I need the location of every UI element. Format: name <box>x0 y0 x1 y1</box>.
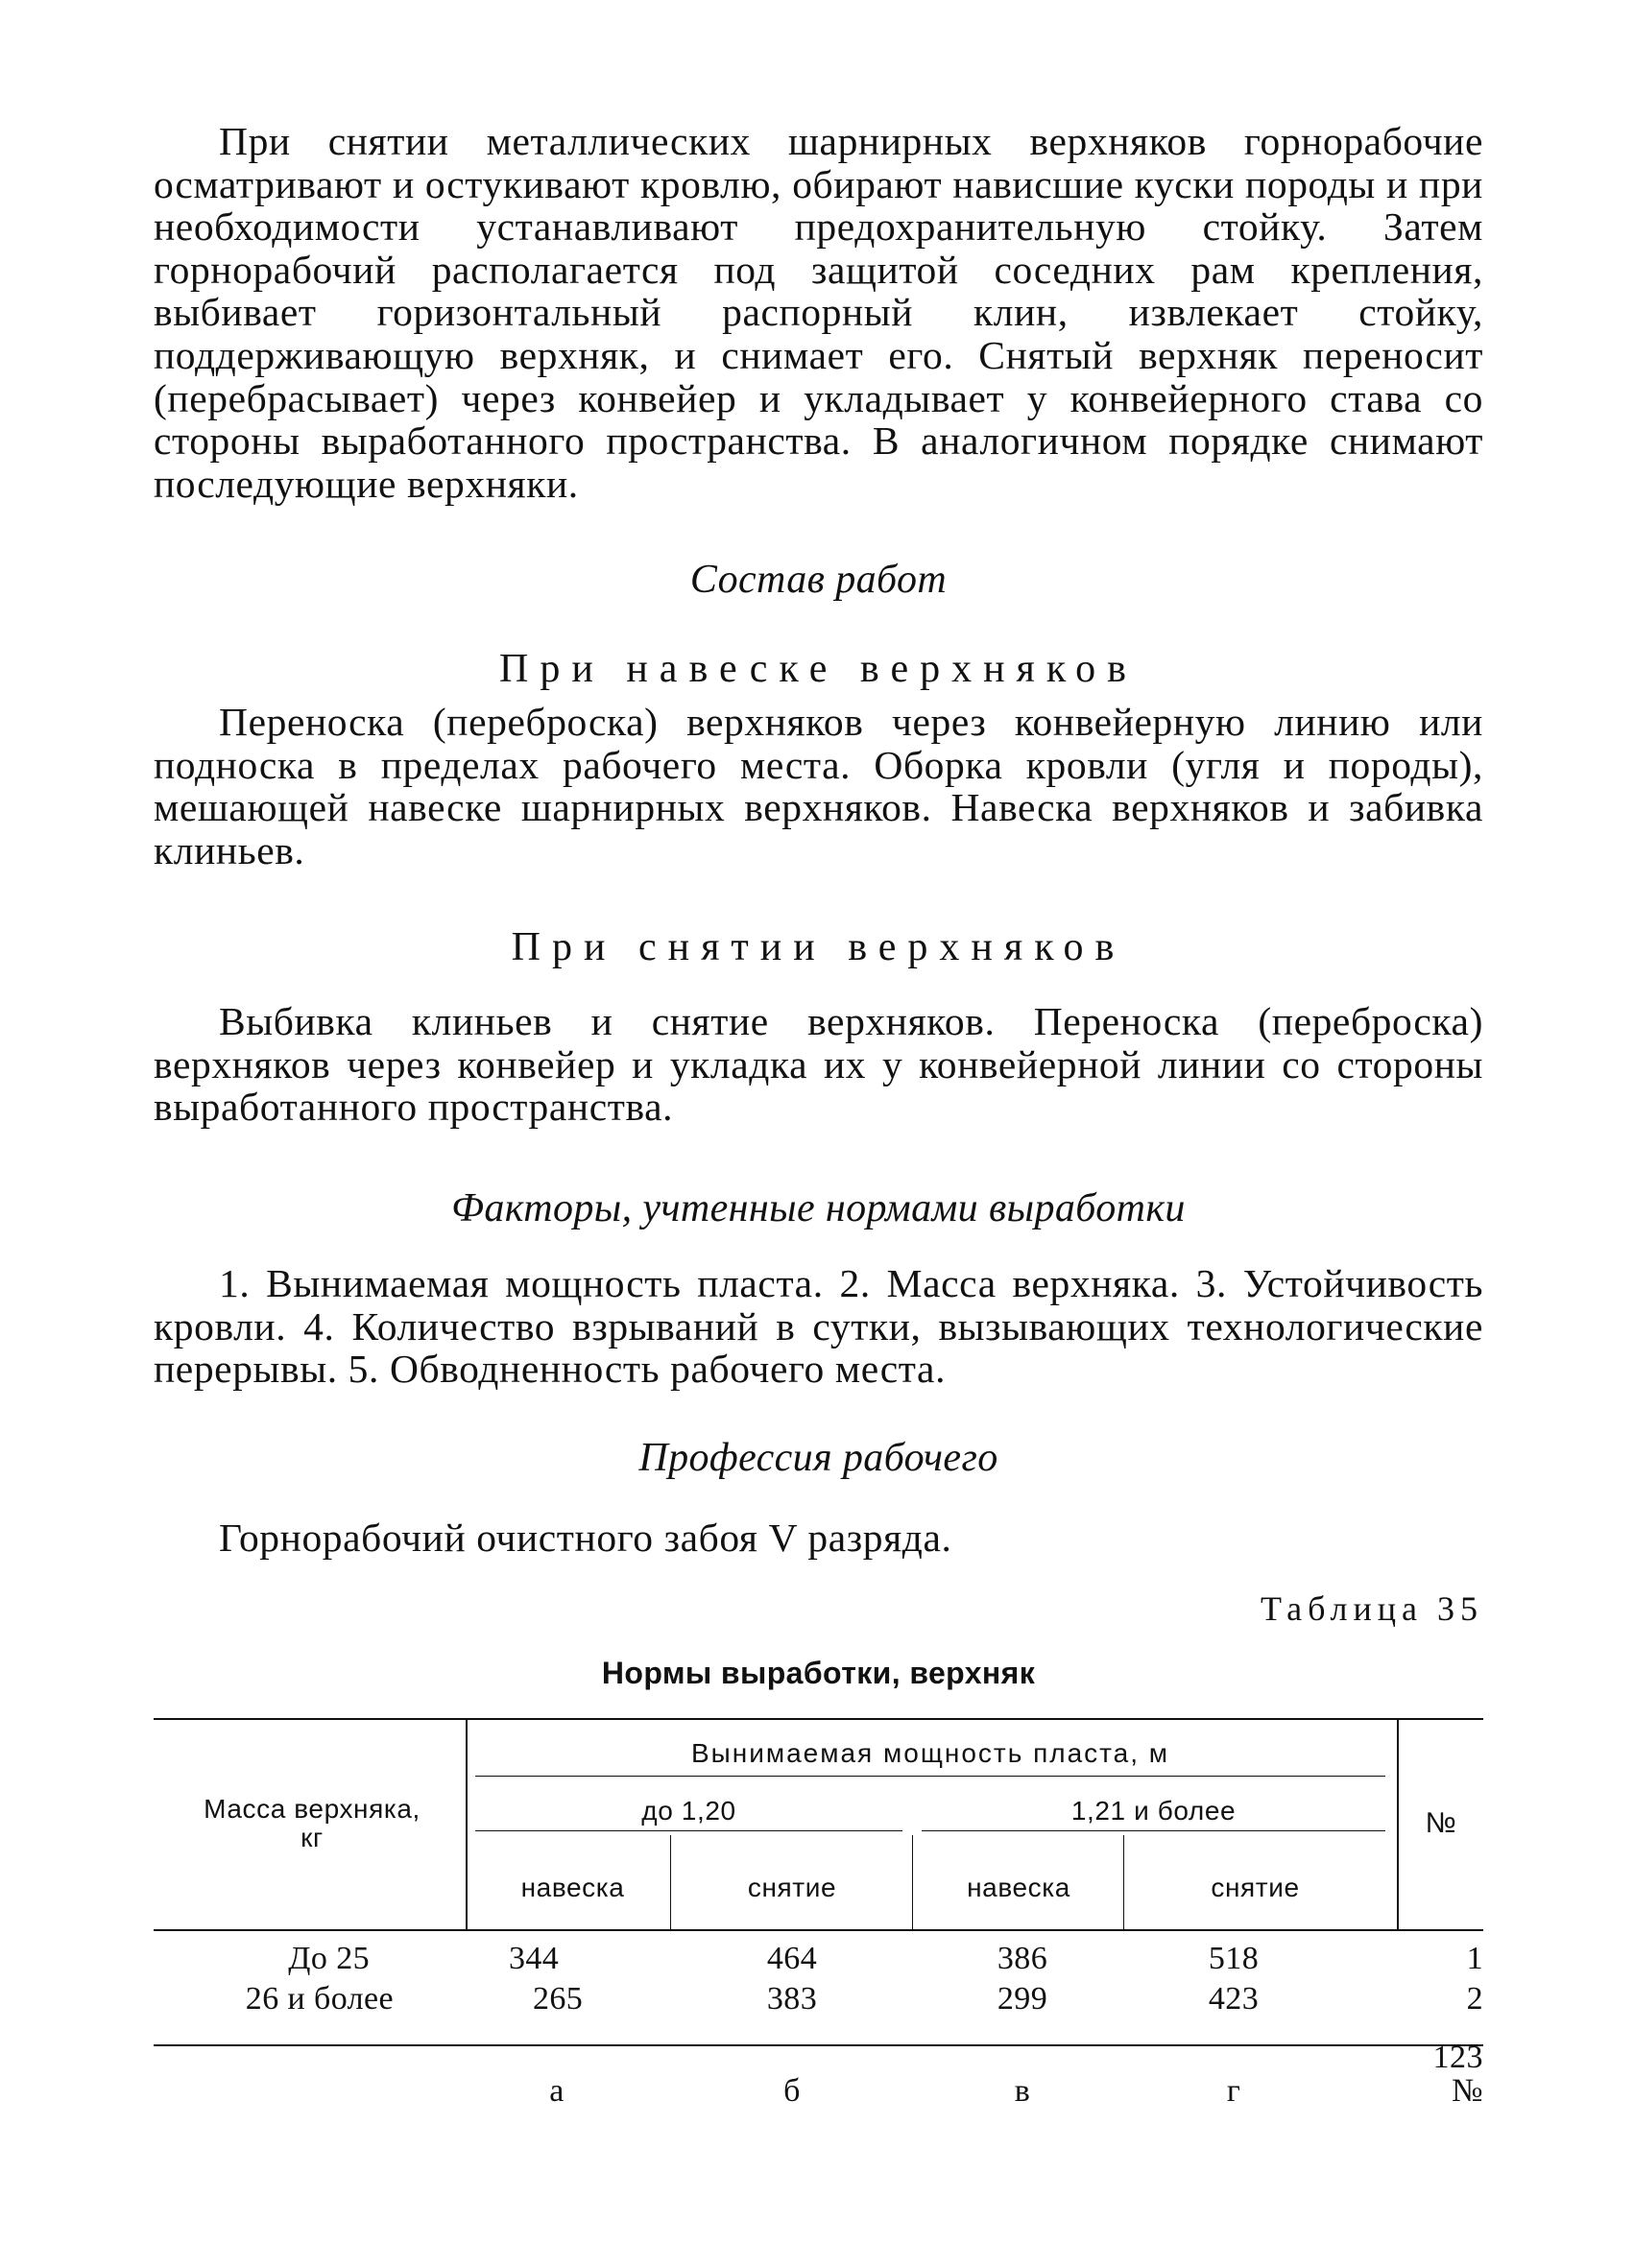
page-number: 123 <box>1432 2040 1483 2075</box>
row2-mass: 26 и более <box>245 1981 394 2017</box>
row1-v3: 386 <box>997 1941 1048 1976</box>
group-underline <box>475 1776 1385 1777</box>
header-col-1: навеска <box>520 1873 625 1902</box>
row2-v2: 383 <box>766 1981 818 2017</box>
subcol-divider-2 <box>912 1835 913 1929</box>
header-num: № <box>1425 1807 1457 1839</box>
footer-c: в <box>1014 2073 1031 2109</box>
section-title-profession: Профессия рабочего <box>638 1436 998 1480</box>
header-sub-a: до 1,20 <box>641 1796 736 1826</box>
row2-v4: 423 <box>1208 1981 1260 2017</box>
row2-num: 2 <box>1466 1981 1483 2017</box>
row1-num: 1 <box>1466 1941 1483 1976</box>
subgroup-underline-right <box>922 1830 1385 1831</box>
subsection-title-hanging: При навеске верхняков <box>499 647 1138 691</box>
table-label: Таблица 35 <box>1261 1589 1483 1628</box>
footer-b: б <box>783 2073 801 2109</box>
table-header-rule <box>154 1929 1483 1931</box>
row1-v2: 464 <box>766 1941 818 1976</box>
subcol-divider-3 <box>1123 1835 1124 1929</box>
norms-table <box>154 1718 1483 2140</box>
table-title: Нормы выработки, верхняк <box>601 1656 1036 1690</box>
row2-v1: 265 <box>533 1981 584 2017</box>
table-top-rule <box>154 1718 1483 1720</box>
factors-paragraph: 1. Вынимаемая мощность пласта. 2. Масса верхняка. 3. Устойчивость кровли. 4. Количество взрываний в сутки, вызывающих технологические перерывы. 5. Обводненность рабочего места. <box>154 1261 1483 1392</box>
footer-d: г <box>1226 2073 1241 2109</box>
profession-paragraph: Горнорабочий очистного забоя V разряда. <box>219 1516 952 1560</box>
removal-paragraph: Выбивка клиньев и снятие верхняков. Переноска (переброска) верхняков через конвейер и укладка их у конвейерной линии со стороны выработанного пространства. <box>154 999 1483 1130</box>
row2-v3: 299 <box>997 1981 1048 2017</box>
table-divider-mass <box>466 1720 468 1929</box>
header-col-2: снятие <box>747 1873 837 1902</box>
row1-v1: 344 <box>509 1941 560 1976</box>
header-sub-b: 1,21 и более <box>1070 1796 1237 1826</box>
hanging-paragraph: Переноска (переброска) верхняков через конвейерную линию или подноска в пределах рабочего места. Оборка кровли (угля и породы), мешающей навеске шарнирных верхняков. Навеска верхняков и забивка клиньев. <box>154 700 1483 872</box>
row1-mass: До 25 <box>288 1941 370 1976</box>
subsection-title-removal: При снятии верхняков <box>511 925 1126 969</box>
section-title-factors: Факторы, учтенные нормами выработки <box>451 1186 1186 1230</box>
header-col-3: навеска <box>967 1873 1070 1902</box>
section-title-work-composition: Состав работ <box>689 558 948 602</box>
footer-num: № <box>1452 2073 1483 2109</box>
row1-v4: 518 <box>1208 1941 1260 1976</box>
footer-a: а <box>549 2073 565 2109</box>
header-col-4: снятие <box>1211 1873 1300 1902</box>
subgroup-underline-left <box>475 1830 902 1831</box>
intro-paragraph: При снятии металлических шарнирных верхняков горнорабочие осматривают и остукивают кровлю, обирают нависшие куски породы и при необходимости устанавливают предохранительную стойку. Затем горнорабочий располагается под защитой соседних рам крепления, выбивает горизонтальный распорный клин, извлекает стойку, поддерживающую верхняк, и снимает его. Снятый верхняк переносит (перебрасывает) через конвейер и укладывает у конвейерного става со стороны выработанного пространства. В аналогичном порядке снимают последующие верхняки. <box>154 119 1483 506</box>
header-mass: Масса верхняка, кг <box>204 1794 421 1852</box>
header-group: Вынимаемая мощность пласта, м <box>690 1738 1170 1768</box>
table-bottom-rule <box>154 2044 1483 2046</box>
subcol-divider-1 <box>670 1835 671 1929</box>
